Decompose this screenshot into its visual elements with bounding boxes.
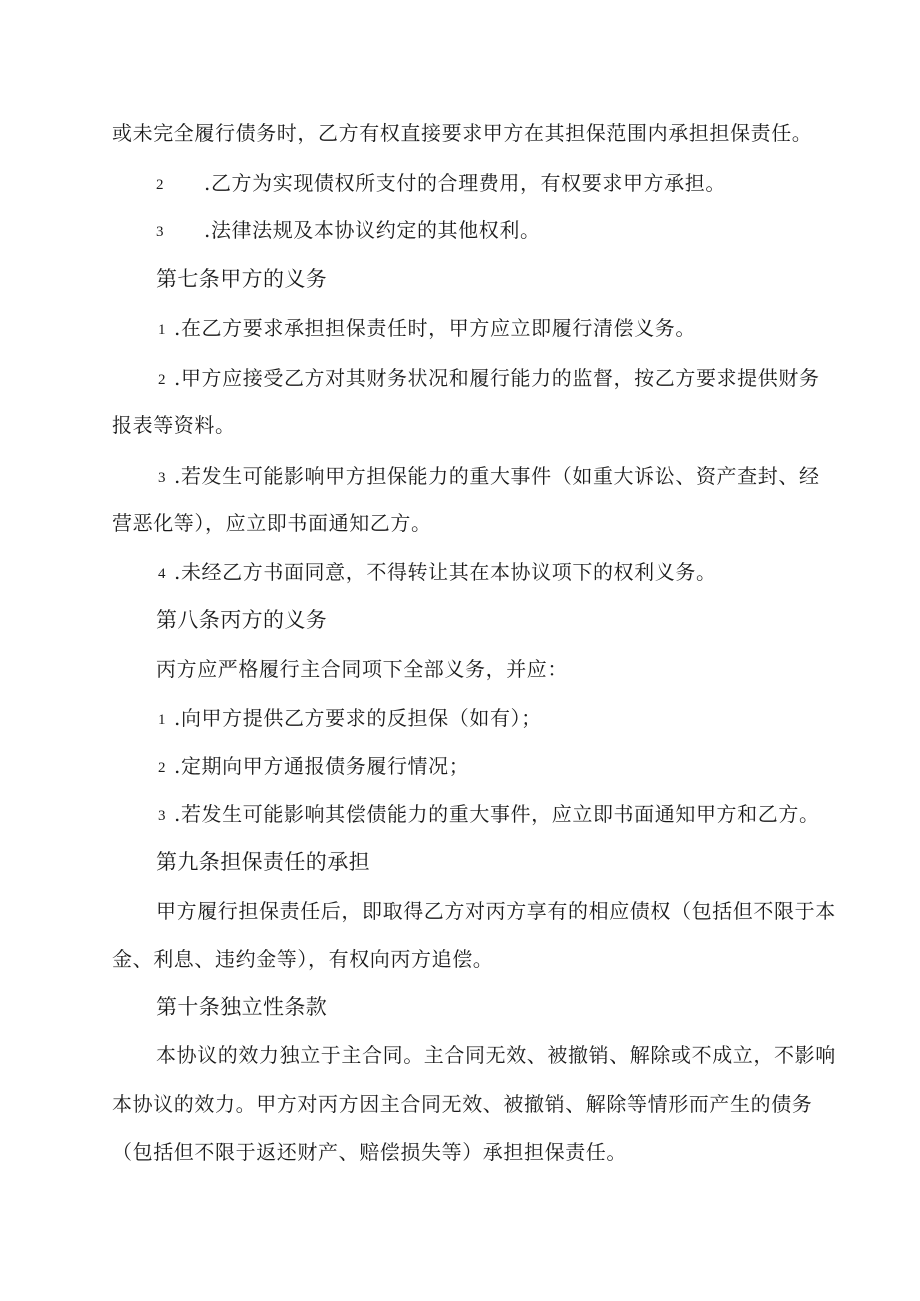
item-number: 2 xyxy=(158,760,166,776)
article-10-heading: 第十条独立性条款 xyxy=(156,995,328,1019)
item-number: 2 xyxy=(156,177,164,193)
item-number: 3 xyxy=(158,808,166,824)
article-9-heading: 第九条担保责任的承担 xyxy=(156,850,370,874)
item-text: .定期向甲方通报债务履行情况； xyxy=(174,754,470,778)
item-text: .法律法规及本协议约定的其他权利。 xyxy=(204,218,541,242)
item-number: 2 xyxy=(158,372,166,388)
article-7-heading: 第七条甲方的义务 xyxy=(156,267,328,291)
item-text-continuation: 报表等资料。 xyxy=(112,413,236,437)
item-number: 4 xyxy=(158,566,166,582)
item-number: 1 xyxy=(158,712,166,728)
article-10-text-continuation: 本协议的效力。甲方对丙方因主合同无效、被撤销、解除等情形而产生的债务 xyxy=(112,1092,813,1116)
item-text: .甲方应接受乙方对其财务状况和履行能力的监督，按乙方要求提供财务 xyxy=(174,366,820,390)
item-text: .在乙方要求承担担保责任时，甲方应立即履行清偿义务。 xyxy=(174,316,696,340)
article-9-text: 甲方履行担保责任后，即取得乙方对丙方享有的相应债权（包括但不限于本 xyxy=(156,899,836,923)
article-9-text-continuation: 金、利息、违约金等），有权向丙方追偿。 xyxy=(112,947,494,971)
article-8-heading: 第八条丙方的义务 xyxy=(156,608,328,632)
item-text: .乙方为实现债权所支付的合理费用，有权要求甲方承担。 xyxy=(204,171,726,195)
item-text: .若发生可能影响其偿债能力的重大事件，应立即书面通知甲方和乙方。 xyxy=(174,802,820,826)
item-text: .若发生可能影响甲方担保能力的重大事件（如重大诉讼、资产查封、经 xyxy=(174,464,820,488)
article-10-text-continuation: （包括但不限于返还财产、赔偿损失等）承担担保责任。 xyxy=(112,1140,627,1164)
item-text: .未经乙方书面同意，不得转让其在本协议项下的权利义务。 xyxy=(174,560,717,584)
paragraph-continuation: 或未完全履行债务时，乙方有权直接要求甲方在其担保范围内承担担保责任。 xyxy=(112,121,813,145)
article-10-text: 本协议的效力独立于主合同。主合同无效、被撤销、解除或不成立，不影响 xyxy=(156,1043,836,1067)
item-text: .向甲方提供乙方要求的反担保（如有）； xyxy=(174,706,542,730)
item-number: 3 xyxy=(158,470,166,486)
article-8-intro: 丙方应严格履行主合同项下全部义务，并应： xyxy=(156,657,568,681)
item-text-continuation: 营恶化等），应立即书面通知乙方。 xyxy=(112,511,432,535)
item-number: 3 xyxy=(156,224,164,240)
item-number: 1 xyxy=(158,322,166,338)
